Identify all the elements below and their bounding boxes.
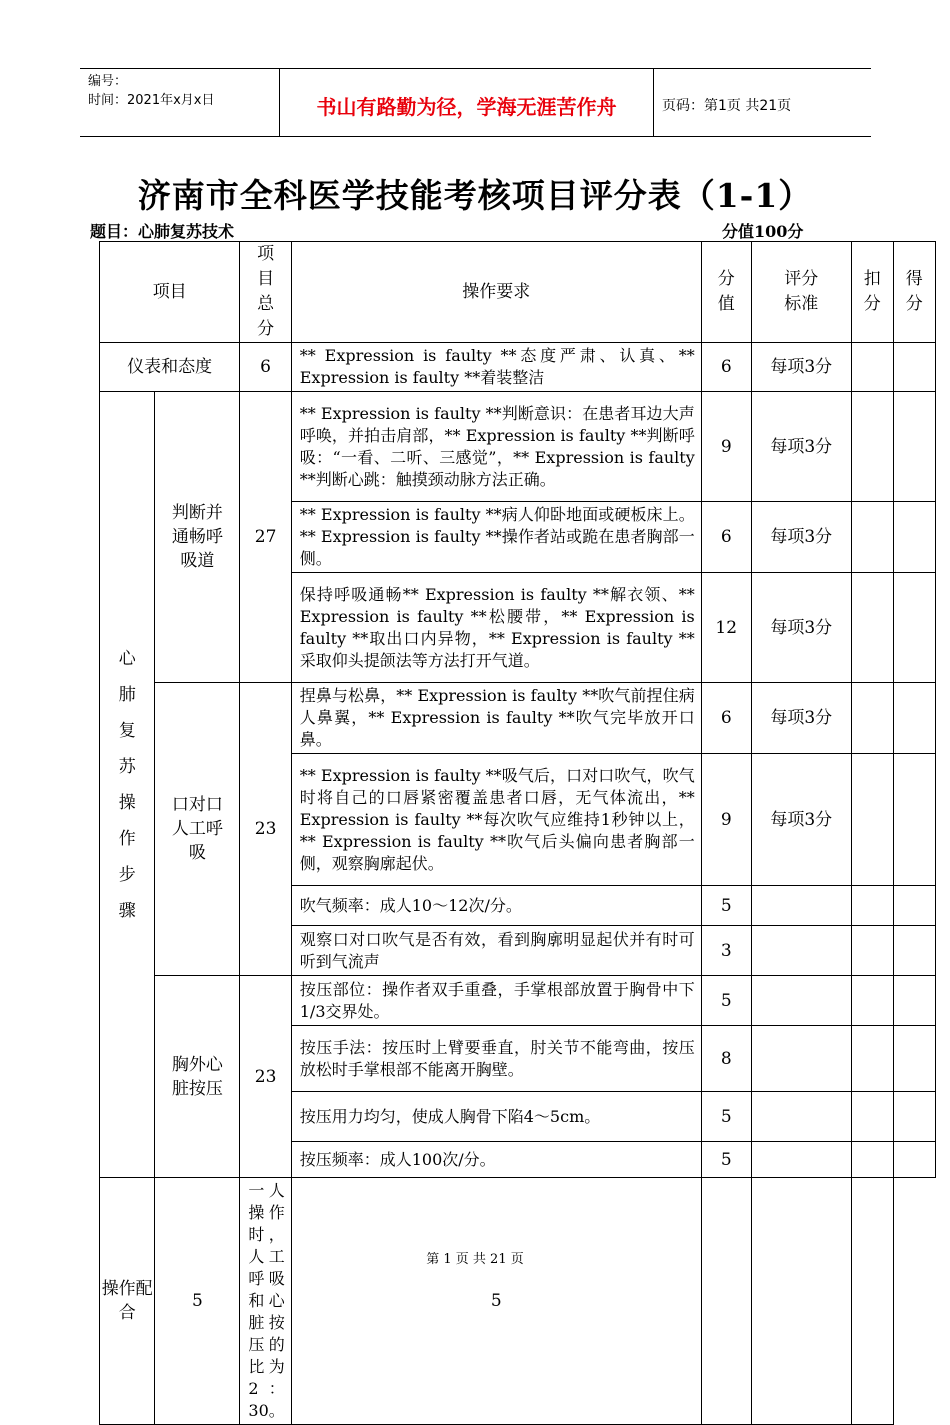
item-total: 6 <box>240 343 291 392</box>
item-name: 仪表和态度 <box>100 343 240 392</box>
deduct-cell[interactable] <box>851 392 893 502</box>
standard-cell: 每项3分 <box>751 502 851 573</box>
standard-cell: 每项3分 <box>751 392 851 502</box>
requirement-text: 吹气频率：成人10～12次/分。 <box>291 886 701 926</box>
standard-cell <box>751 926 851 976</box>
score-cell[interactable] <box>893 754 935 886</box>
header-item <box>100 242 240 343</box>
requirement-text: ** Expression is faulty **病人仰卧地面或硬板床上。** Expression is faulty **操作者站或跪在患者胸部一侧。 <box>291 502 701 573</box>
score-cell[interactable] <box>893 683 935 754</box>
requirement-text: 按压频率：成人100次/分。 <box>291 1142 701 1178</box>
requirement-text: 观察口对口吹气是否有效，看到胸廓明显起伏并有时可听到气流声 <box>291 926 701 976</box>
section-name-text: 操作配合 <box>101 1279 153 1323</box>
value-cell: 6 <box>701 683 751 754</box>
section-name-text: 判断并通畅呼吸道 <box>171 503 223 571</box>
score-cell[interactable] <box>893 976 935 1026</box>
score-cell[interactable] <box>893 392 935 502</box>
header-standard <box>751 242 851 343</box>
section-name-text: 胸外心脏按压 <box>171 1054 223 1099</box>
standard-cell <box>751 1142 851 1178</box>
group-label-text: 心肺复苏操作步骤 <box>118 648 136 921</box>
standard-cell <box>751 1026 851 1092</box>
header-requirement-text: 操作要求 <box>462 282 531 302</box>
value-cell: 5 <box>701 976 751 1026</box>
header-item-text: 项目 <box>152 282 187 302</box>
header-got-text: 得分 <box>905 269 923 314</box>
deduct-cell[interactable] <box>851 573 893 683</box>
standard-cell <box>751 886 851 926</box>
standard-cell <box>751 1092 851 1142</box>
requirement-text: 一人操作时，人工呼吸和心脏按压的比为2：30。 <box>240 1178 291 1425</box>
requirement-text: ** Expression is faulty **态度严肃、认真、** Expression is faulty **着装整洁 <box>291 343 701 392</box>
table-row <box>100 343 936 392</box>
value-cell: 12 <box>701 573 751 683</box>
requirement-text: 捏鼻与松鼻，** Expression is faulty **吹气前捏住病人鼻翼，** Expression is faulty **吹气完毕放开口鼻。 <box>291 683 701 754</box>
score-cell[interactable] <box>893 1026 935 1092</box>
header-item-score-text: 项目总分 <box>257 244 275 339</box>
section-name <box>155 683 240 976</box>
deduct-cell[interactable] <box>751 1178 851 1425</box>
table-row <box>100 976 936 1026</box>
header-meta <box>80 69 280 136</box>
page-header <box>80 68 871 137</box>
requirement-text: ** Expression is faulty **判断意识：在患者耳边大声呼唤，并拍击肩部，** Expression is faulty **判断呼吸：“一看、二听、三感觉”，** Expression is faulty **判断心跳：触摸颈动脉方法正确。 <box>291 392 701 502</box>
deduct-cell[interactable] <box>851 683 893 754</box>
deduct-cell[interactable] <box>851 926 893 976</box>
group-label <box>100 392 155 1178</box>
number-label: 编号： <box>88 74 128 89</box>
header-got <box>893 242 935 343</box>
score-cell[interactable] <box>893 502 935 573</box>
deduct-cell[interactable] <box>851 343 893 392</box>
value-cell: 6 <box>701 502 751 573</box>
standard-cell <box>701 1178 751 1425</box>
value-cell: 5 <box>701 1142 751 1178</box>
section-total: 23 <box>240 976 291 1178</box>
document-title: 济南市全科医学技能考核项目评分表（1-1） <box>137 176 813 215</box>
deduct-cell[interactable] <box>851 502 893 573</box>
value-cell: 8 <box>701 1026 751 1092</box>
motto: 书山有路勤为径，学海无涯苦作舟 <box>280 69 654 136</box>
section-name <box>155 976 240 1178</box>
section-total: 5 <box>155 1178 240 1425</box>
value-cell: 9 <box>701 392 751 502</box>
header-value <box>701 242 751 343</box>
header-standard-text: 评分标准 <box>784 269 819 314</box>
score-cell[interactable] <box>893 343 935 392</box>
page-footer: 第 1 页 共 21 页 <box>426 1252 524 1267</box>
requirement-text: 保持呼吸通畅** Expression is faulty **解衣领、** Expression is faulty **松腰带，** Expression is faulty **取出口内异物，** Expression is faulty **采取仰头提颌法等方法打开气道。 <box>291 573 701 683</box>
section-total: 23 <box>240 683 291 976</box>
standard-cell: 每项3分 <box>751 343 851 392</box>
deduct-cell[interactable] <box>851 1142 893 1178</box>
score-cell[interactable] <box>893 573 935 683</box>
value-cell: 9 <box>701 754 751 886</box>
score-cell[interactable] <box>893 926 935 976</box>
standard-cell: 每项3分 <box>751 573 851 683</box>
score-cell[interactable] <box>893 1142 935 1178</box>
value-cell: 3 <box>701 926 751 976</box>
section-name-text: 口对口人工呼吸 <box>171 795 223 863</box>
header-value-text: 分值 <box>717 269 735 314</box>
requirement-text: ** Expression is faulty **吸气后，口对口吹气，吹气时将自己的口唇紧密覆盖患者口唇，无气体流出，** Expression is faulty **每次吹气应维持1秒钟以上，** Expression is faulty **吹气后头偏向患者胸部一侧，观察胸廓起伏。 <box>291 754 701 886</box>
deduct-cell[interactable] <box>851 1026 893 1092</box>
score-cell[interactable] <box>851 1178 893 1425</box>
deduct-cell[interactable] <box>851 1092 893 1142</box>
standard-cell: 每项3分 <box>751 683 851 754</box>
table-header-row <box>100 242 936 343</box>
page-info: 页码：第1页 共21页 <box>662 97 792 114</box>
header-requirement <box>291 242 701 343</box>
value-cell: 5 <box>701 886 751 926</box>
standard-cell <box>751 976 851 1026</box>
subtitle: 题目：心肺复苏技术 <box>90 222 235 241</box>
value-cell: 5 <box>291 1178 701 1425</box>
deduct-cell[interactable] <box>851 976 893 1026</box>
header-deduct-text: 扣分 <box>863 269 881 314</box>
time-label: 时间：2021年x月x日 <box>88 93 215 108</box>
value-cell: 5 <box>701 1092 751 1142</box>
header-deduct <box>851 242 893 343</box>
score-cell[interactable] <box>893 1092 935 1142</box>
deduct-cell[interactable] <box>851 754 893 886</box>
section-total: 27 <box>240 392 291 683</box>
header-item-score <box>240 242 291 343</box>
total-score: 分值100分 <box>722 222 804 241</box>
value-cell: 6 <box>701 343 751 392</box>
table-row <box>100 1178 936 1425</box>
requirement-text: 按压部位：操作者双手重叠，手掌根部放置于胸骨中下1/3交界处。 <box>291 976 701 1026</box>
requirement-text: 按压用力均匀，使成人胸骨下陷4～5cm。 <box>291 1092 701 1142</box>
deduct-cell[interactable] <box>851 886 893 926</box>
table-row <box>100 392 936 502</box>
section-name <box>155 392 240 683</box>
section-name <box>100 1178 155 1425</box>
table-row <box>100 683 936 754</box>
requirement-text: 按压手法：按压时上臂要垂直，肘关节不能弯曲，按压放松时手掌根部不能离开胸壁。 <box>291 1026 701 1092</box>
score-cell[interactable] <box>893 886 935 926</box>
standard-cell: 每项3分 <box>751 754 851 886</box>
